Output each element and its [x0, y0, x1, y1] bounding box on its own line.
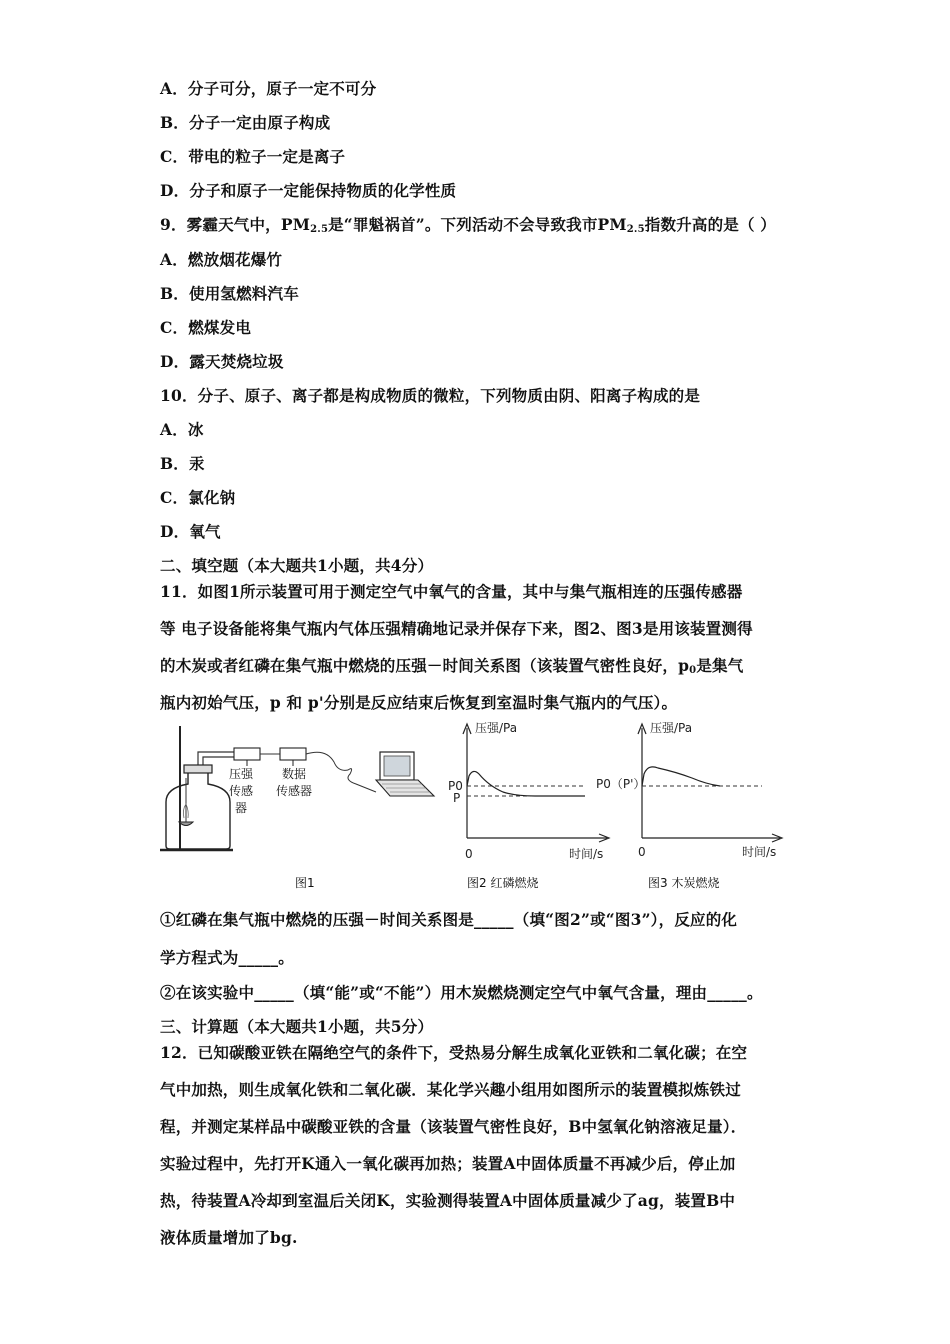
figure-2-p0-label: P0 [448, 779, 463, 793]
q11-line4: 瓶内初始气压，p 和 p'分别是反应结束后恢复到室温时集气瓶内的气压）。 [160, 693, 678, 712]
figure-3 [596, 718, 786, 893]
figure-3-origin: 0 [638, 845, 646, 859]
figure-3-p0-label: P0（P'） [596, 777, 646, 791]
figure-3-graph [596, 718, 786, 893]
q10-stem: 10．分子、原子、离子都是构成物质的微粒，下列物质由阴、阳离子构成的是 [160, 386, 701, 405]
q11-line3-subscript: 0 [689, 665, 697, 676]
q12-line6: 液体质量增加了bg. [160, 1228, 298, 1247]
q12-line1: 12．已知碳酸亚铁在隔绝空气的条件下，受热易分解生成氧化亚铁和二氧化碳；在空 [160, 1043, 748, 1062]
q9-subscript-2: 2.5 [626, 224, 645, 235]
q11-line3-part1: 的木炭或者红磷在集气瓶中燃烧的压强－时间关系图（该装置气密性良好，p [160, 656, 690, 675]
q9-stem-part3: 指数升高的是（ ） [644, 215, 776, 234]
apparatus-diagram [158, 718, 440, 893]
q9-option-b: B．使用氢燃料汽车 [160, 284, 299, 303]
q9-subscript-1: 2.5 [310, 224, 329, 235]
q11-line2: 等 电子设备能将集气瓶内气体压强精确地记录并保存下来，图2、图3是用该装置测得 [160, 619, 753, 638]
figure-2-p-label: P [453, 791, 461, 805]
q10-option-c: C．氯化钠 [160, 488, 236, 507]
figure-1 [158, 718, 440, 893]
q8-option-b: B．分子一定由原子构成 [160, 113, 331, 132]
q12-line4: 实验过程中，先打开K通入一氧化碳再加热；装置A中固体质量不再减少后，停止加 [160, 1154, 736, 1173]
figure-2-xlabel: 时间/s [569, 847, 604, 861]
figure-3-xlabel: 时间/s [742, 845, 777, 859]
figure-3-caption: 图3 木炭燃烧 [648, 876, 720, 890]
figure-2-origin: 0 [465, 847, 473, 861]
q10-option-d: D．氧气 [160, 522, 221, 541]
q12-line2: 气中加热，则生成氧化铁和二氧化碳．某化学兴趣小组用如图所示的装置模拟炼铁过 [160, 1080, 741, 1099]
q8-option-a: A．分子可分，原子一定不可分 [160, 79, 377, 98]
q8-option-d: D．分子和原子一定能保持物质的化学性质 [160, 181, 457, 200]
q9-stem [160, 213, 776, 235]
figure-1-caption: 图1 [295, 876, 315, 890]
data-sensor-label-line2: 传感器 [275, 784, 312, 798]
q9-option-d: D．露天焚烧垃圾 [160, 352, 284, 371]
q12-line5: 热，待装置A冷却到室温后关闭K，实验测得装置A中固体质量减少了ag，装置B中 [160, 1191, 736, 1210]
data-sensor-label [274, 766, 314, 800]
q11-subquestion-1b: 学方程式为_____。 [160, 948, 294, 967]
section2-title: 二、填空题（本大题共1小题，共4分） [160, 556, 434, 575]
figure-2-ylabel: 压强/Pa [475, 721, 518, 735]
pressure-sensor-label-line1: 压强 [228, 767, 253, 781]
q9-option-a: A．燃放烟花爆竹 [160, 250, 283, 269]
q11-subquestion-2: ②在该实验中_____（填“能”或“不能”）用木炭燃烧测定空气中氧气含量，理由_____。 [160, 983, 763, 1002]
figure-2-caption: 图2 红磷燃烧 [467, 876, 539, 890]
pressure-sensor-label-line2: 传感器 [228, 784, 253, 815]
figure-2 [445, 718, 615, 893]
q10-option-a: A．冰 [160, 420, 204, 439]
figure-2-graph [445, 718, 615, 893]
q11-line3-part2: 是集气 [696, 656, 744, 675]
q9-stem-part1: 9．雾霾天气中，PM [160, 215, 311, 234]
q11-line3 [160, 654, 743, 676]
q11-line1: 11．如图1所示装置可用于测定空气中氧气的含量，其中与集气瓶相连的压强传感器 [160, 582, 743, 601]
q8-option-c: C．带电的粒子一定是离子 [160, 147, 346, 166]
q11-subquestion-1a: ①红磷在集气瓶中燃烧的压强－时间关系图是_____（填“图2”或“图3”），反应的化 [160, 910, 738, 929]
q10-option-b: B．汞 [160, 454, 205, 473]
section3-title: 三、计算题（本大题共1小题，共5分） [160, 1017, 434, 1036]
pressure-sensor-label [226, 766, 256, 817]
q12-line3: 程，并测定某样品中碳酸亚铁的含量（该装置气密性良好，B中氢氧化钠溶液足量）． [160, 1117, 747, 1136]
figure-3-ylabel: 压强/Pa [650, 721, 693, 735]
q9-stem-part2: 是“罪魁祸首”。下列活动不会导致我市PM [328, 215, 627, 234]
q9-option-c: C．燃煤发电 [160, 318, 252, 337]
data-sensor-label-line1: 数据 [281, 767, 306, 781]
